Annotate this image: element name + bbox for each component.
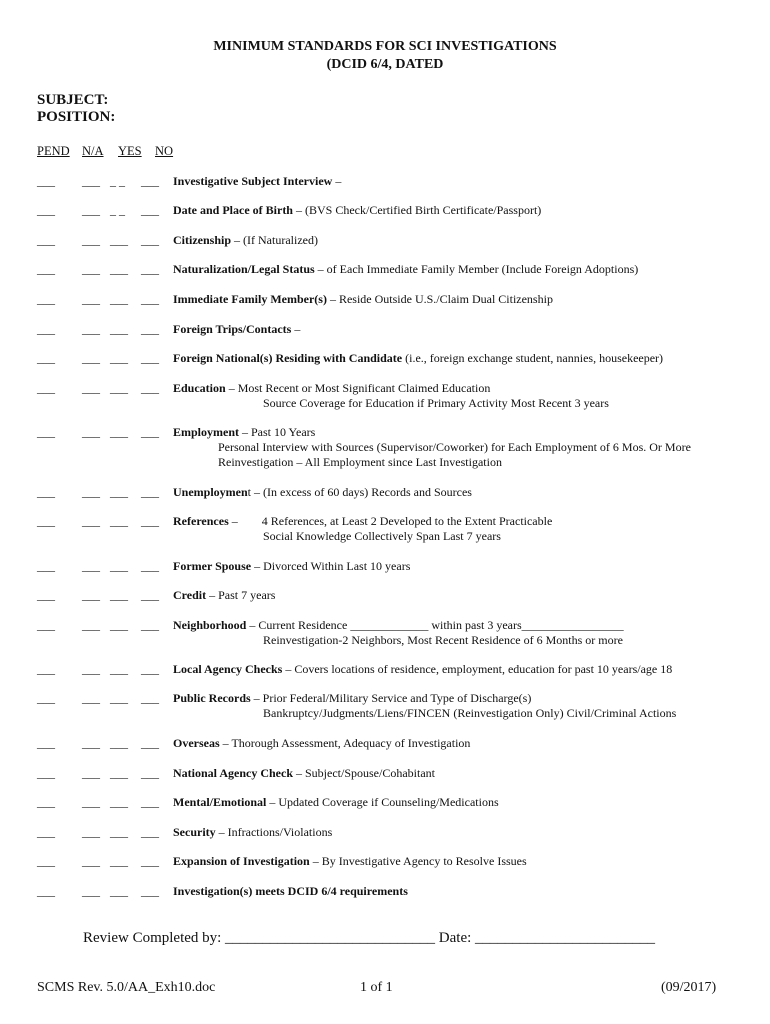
checklist-item-text bbox=[173, 381, 490, 396]
checklist-item-continuation: Bankruptcy/Judgments/Liens/FINCEN (Reinvestigation Only) Civil/Criminal Actions bbox=[263, 706, 677, 720]
na-blank[interactable]: ___ bbox=[82, 825, 100, 839]
footer-page-number: 1 of 1 bbox=[360, 980, 393, 995]
checklist-item-text bbox=[173, 322, 300, 337]
checklist-item-text bbox=[173, 618, 624, 633]
checklist-item-continuation: Personal Interview with Sources (Supervisor/Coworker) for Each Employment of 6 Mos. Or More bbox=[218, 440, 691, 454]
checklist-item-detail: – Thorough Assessment, Adequacy of Investigation bbox=[219, 736, 471, 750]
yes-blank[interactable]: ___ bbox=[110, 691, 128, 705]
review-completed-line: Review Completed by: ____________________________ Date: ________________________ bbox=[83, 930, 656, 946]
checklist-item-text bbox=[173, 425, 315, 440]
checklist-item-detail: – 4 References, at Least 2 Developed to the Extent Practicable bbox=[228, 514, 553, 528]
checklist-item-detail: – By Investigative Agency to Resolve Issues bbox=[309, 854, 527, 868]
checklist-item-continuation: Source Coverage for Education if Primary Activity Most Recent 3 years bbox=[263, 396, 609, 410]
no-blank[interactable]: ___ bbox=[141, 825, 159, 839]
subject-label: SUBJECT: bbox=[37, 92, 109, 108]
column-header-pend: PEND bbox=[37, 144, 70, 158]
pend-blank[interactable]: ___ bbox=[37, 559, 55, 573]
yes-blank[interactable]: ___ bbox=[110, 425, 128, 439]
pend-blank[interactable]: ___ bbox=[37, 485, 55, 499]
pend-blank[interactable]: ___ bbox=[37, 203, 55, 217]
no-blank[interactable]: ___ bbox=[141, 233, 159, 247]
checklist-item-text bbox=[173, 485, 472, 500]
checklist-item-continuation: Reinvestigation-2 Neighbors, Most Recent Residence of 6 Months or more bbox=[263, 633, 623, 647]
no-blank[interactable]: ___ bbox=[141, 351, 159, 365]
na-blank[interactable]: ___ bbox=[82, 795, 100, 809]
yes-blank[interactable]: ___ bbox=[110, 795, 128, 809]
checklist-item-detail: t – (In excess of 60 days) Records and Sources bbox=[247, 485, 472, 499]
column-header-no: NO bbox=[155, 144, 174, 158]
checklist-item-title: Investigative Subject Interview bbox=[173, 174, 333, 188]
yes-blank[interactable]: ___ bbox=[110, 854, 128, 868]
yes-blank[interactable]: ___ bbox=[110, 322, 128, 336]
checklist-item-title: Overseas bbox=[173, 736, 220, 750]
na-blank[interactable]: ___ bbox=[82, 174, 100, 188]
checklist-item-text bbox=[173, 736, 470, 751]
checklist-item-detail: – Current Residence _____________ within past 3 years_________________ bbox=[246, 618, 624, 632]
pend-blank[interactable]: ___ bbox=[37, 322, 55, 336]
na-blank[interactable]: ___ bbox=[82, 514, 100, 528]
checklist-item-title: Investigation(s) meets DCID 6/4 requirements bbox=[173, 884, 408, 898]
checklist-item-title: Expansion of Investigation bbox=[173, 854, 310, 868]
column-header-yes: YES bbox=[118, 144, 142, 158]
checklist-item-title: Foreign Trips/Contacts bbox=[173, 322, 292, 336]
checklist-item-title: National Agency Check bbox=[173, 766, 293, 780]
no-blank[interactable]: ___ bbox=[141, 588, 159, 602]
checklist-item-title: Credit bbox=[173, 588, 207, 602]
checklist-item-title: Employment bbox=[173, 425, 239, 439]
checklist-item-title: References bbox=[173, 514, 229, 528]
checklist-item-text bbox=[173, 559, 410, 574]
footer-revision-date: (09/2017) bbox=[661, 980, 717, 995]
checklist-item-text bbox=[173, 514, 552, 529]
na-blank[interactable]: ___ bbox=[82, 485, 100, 499]
checklist-item-text bbox=[173, 203, 541, 218]
na-blank[interactable]: ___ bbox=[82, 262, 100, 276]
yes-blank[interactable]: ___ bbox=[110, 825, 128, 839]
checklist-item-detail: – Prior Federal/Military Service and Type of Discharge(s) bbox=[250, 691, 532, 705]
checklist-item-text bbox=[173, 825, 332, 840]
pend-blank[interactable]: ___ bbox=[37, 381, 55, 395]
yes-blank[interactable]: ___ bbox=[110, 736, 128, 750]
no-blank[interactable]: ___ bbox=[141, 322, 159, 336]
checklist-item-title: Former Spouse bbox=[173, 559, 252, 573]
checklist-item-detail: – Subject/Spouse/Cohabitant bbox=[293, 766, 435, 780]
checklist-item-detail: – (BVS Check/Certified Birth Certificate/Passport) bbox=[292, 203, 542, 217]
checklist-item-text bbox=[173, 174, 341, 189]
yes-blank[interactable]: ___ bbox=[110, 884, 128, 898]
checklist-item-text bbox=[173, 262, 638, 277]
checklist-item-title: Citizenship bbox=[173, 233, 232, 247]
na-blank[interactable]: ___ bbox=[82, 588, 100, 602]
yes-blank[interactable]: ___ bbox=[110, 381, 128, 395]
checklist-item-text bbox=[173, 292, 553, 307]
no-blank[interactable]: ___ bbox=[141, 425, 159, 439]
checklist-item-title: Education bbox=[173, 381, 226, 395]
yes-blank[interactable]: ___ bbox=[110, 485, 128, 499]
checklist-item-detail: – bbox=[291, 322, 301, 336]
checklist-item-text bbox=[173, 351, 663, 366]
na-blank[interactable]: ___ bbox=[82, 425, 100, 439]
na-blank[interactable]: ___ bbox=[82, 884, 100, 898]
pend-blank[interactable]: ___ bbox=[37, 262, 55, 276]
pend-blank[interactable]: ___ bbox=[37, 351, 55, 365]
no-blank[interactable]: ___ bbox=[141, 203, 159, 217]
no-blank[interactable]: ___ bbox=[141, 884, 159, 898]
no-blank[interactable]: ___ bbox=[141, 736, 159, 750]
checklist-item-title: Naturalization/Legal Status bbox=[173, 262, 315, 276]
yes-blank[interactable]: ___ bbox=[110, 351, 128, 365]
na-blank[interactable]: ___ bbox=[82, 322, 100, 336]
checklist-item-title: Security bbox=[173, 825, 216, 839]
checklist-item-detail: – bbox=[332, 174, 342, 188]
checklist-item-text bbox=[173, 233, 318, 248]
pend-blank[interactable]: ___ bbox=[37, 854, 55, 868]
na-blank[interactable]: ___ bbox=[82, 559, 100, 573]
checklist-item-text bbox=[173, 691, 531, 706]
pend-blank[interactable]: ___ bbox=[37, 514, 55, 528]
footer-document-id: SCMS Rev. 5.0/AA_Exh10.doc bbox=[37, 980, 216, 995]
position-label: POSITION: bbox=[37, 109, 116, 125]
na-blank[interactable]: ___ bbox=[82, 203, 100, 217]
checklist-item-detail: – Covers locations of residence, employment, education for past 10 years/age 18 bbox=[282, 662, 673, 676]
checklist-item-text bbox=[173, 795, 499, 810]
na-blank[interactable]: ___ bbox=[82, 351, 100, 365]
no-blank[interactable]: ___ bbox=[141, 795, 159, 809]
checklist-item-title: Neighborhood bbox=[173, 618, 247, 632]
no-blank[interactable]: ___ bbox=[141, 262, 159, 276]
yes-blank[interactable]: _ _ bbox=[110, 203, 125, 217]
no-blank[interactable]: ___ bbox=[141, 618, 159, 632]
checklist-item-detail: (i.e., foreign exchange student, nannies, housekeeper) bbox=[402, 351, 664, 365]
checklist-item-detail: – Reside Outside U.S./Claim Dual Citizenship bbox=[326, 292, 553, 306]
pend-blank[interactable]: ___ bbox=[37, 292, 55, 306]
na-blank[interactable]: ___ bbox=[82, 691, 100, 705]
checklist-item-text bbox=[173, 662, 672, 677]
pend-blank[interactable]: ___ bbox=[37, 825, 55, 839]
no-blank[interactable]: ___ bbox=[141, 691, 159, 705]
checklist-item-title: Date and Place of Birth bbox=[173, 203, 293, 217]
checklist-item-title: Foreign National(s) Residing with Candidate bbox=[173, 351, 403, 365]
pend-blank[interactable]: ___ bbox=[37, 662, 55, 676]
checklist-item-text bbox=[173, 766, 435, 781]
na-blank[interactable]: ___ bbox=[82, 736, 100, 750]
checklist-item-detail: – of Each Immediate Family Member (Include Foreign Adoptions) bbox=[314, 262, 639, 276]
checklist-item-title: Unemploymen bbox=[173, 485, 248, 499]
pend-blank[interactable]: ___ bbox=[37, 233, 55, 247]
checklist-item-detail: – Past 7 years bbox=[206, 588, 276, 602]
yes-blank[interactable]: ___ bbox=[110, 766, 128, 780]
na-blank[interactable]: ___ bbox=[82, 233, 100, 247]
checklist-item-detail: – Most Recent or Most Significant Claimed Education bbox=[225, 381, 491, 395]
no-blank[interactable]: ___ bbox=[141, 292, 159, 306]
no-blank[interactable]: ___ bbox=[141, 381, 159, 395]
checklist-item-text bbox=[173, 854, 527, 869]
checklist-item-detail: – (If Naturalized) bbox=[231, 233, 318, 247]
na-blank[interactable]: ___ bbox=[82, 662, 100, 676]
checklist-item-detail: – Infractions/Violations bbox=[215, 825, 333, 839]
pend-blank[interactable]: ___ bbox=[37, 174, 55, 188]
checklist-item-detail: – Past 10 Years bbox=[239, 425, 316, 439]
no-blank[interactable]: ___ bbox=[141, 485, 159, 499]
pend-blank[interactable]: ___ bbox=[37, 766, 55, 780]
yes-blank[interactable]: ___ bbox=[110, 662, 128, 676]
no-blank[interactable]: ___ bbox=[141, 514, 159, 528]
pend-blank[interactable]: ___ bbox=[37, 588, 55, 602]
yes-blank[interactable]: ___ bbox=[110, 292, 128, 306]
pend-blank[interactable]: ___ bbox=[37, 618, 55, 632]
yes-blank[interactable]: ___ bbox=[110, 559, 128, 573]
na-blank[interactable]: ___ bbox=[82, 381, 100, 395]
document-title-line1: MINIMUM STANDARDS FOR SCI INVESTIGATIONS bbox=[213, 39, 557, 54]
checklist-item-text bbox=[173, 588, 275, 603]
checklist-item-detail: – Updated Coverage if Counseling/Medications bbox=[266, 795, 499, 809]
yes-blank[interactable]: ___ bbox=[110, 618, 128, 632]
column-header-na: N/A bbox=[82, 144, 104, 158]
yes-blank[interactable]: ___ bbox=[110, 588, 128, 602]
checklist-item-title: Local Agency Checks bbox=[173, 662, 283, 676]
checklist-item-continuation: Social Knowledge Collectively Span Last 7 years bbox=[263, 529, 501, 543]
no-blank[interactable]: ___ bbox=[141, 662, 159, 676]
yes-blank[interactable]: _ _ bbox=[110, 174, 125, 188]
no-blank[interactable]: ___ bbox=[141, 766, 159, 780]
na-blank[interactable]: ___ bbox=[82, 292, 100, 306]
checklist-item-text bbox=[173, 884, 408, 899]
no-blank[interactable]: ___ bbox=[141, 854, 159, 868]
yes-blank[interactable]: ___ bbox=[110, 514, 128, 528]
checklist-item-detail: – Divorced Within Last 10 years bbox=[251, 559, 411, 573]
pend-blank[interactable]: ___ bbox=[37, 691, 55, 705]
yes-blank[interactable]: ___ bbox=[110, 233, 128, 247]
pend-blank[interactable]: ___ bbox=[37, 425, 55, 439]
document-title-line2: (DCID 6/4, DATED bbox=[326, 57, 444, 72]
checklist-item-title: Mental/Emotional bbox=[173, 795, 267, 809]
checklist-item-title: Public Records bbox=[173, 691, 251, 705]
yes-blank[interactable]: ___ bbox=[110, 262, 128, 276]
na-blank[interactable]: ___ bbox=[82, 766, 100, 780]
no-blank[interactable]: ___ bbox=[141, 174, 159, 188]
pend-blank[interactable]: ___ bbox=[37, 736, 55, 750]
no-blank[interactable]: ___ bbox=[141, 559, 159, 573]
pend-blank[interactable]: ___ bbox=[37, 884, 55, 898]
na-blank[interactable]: ___ bbox=[82, 854, 100, 868]
pend-blank[interactable]: ___ bbox=[37, 795, 55, 809]
checklist-item-continuation: Reinvestigation – All Employment since Last Investigation bbox=[218, 455, 502, 469]
na-blank[interactable]: ___ bbox=[82, 618, 100, 632]
checklist-item-title: Immediate Family Member(s) bbox=[173, 292, 327, 306]
